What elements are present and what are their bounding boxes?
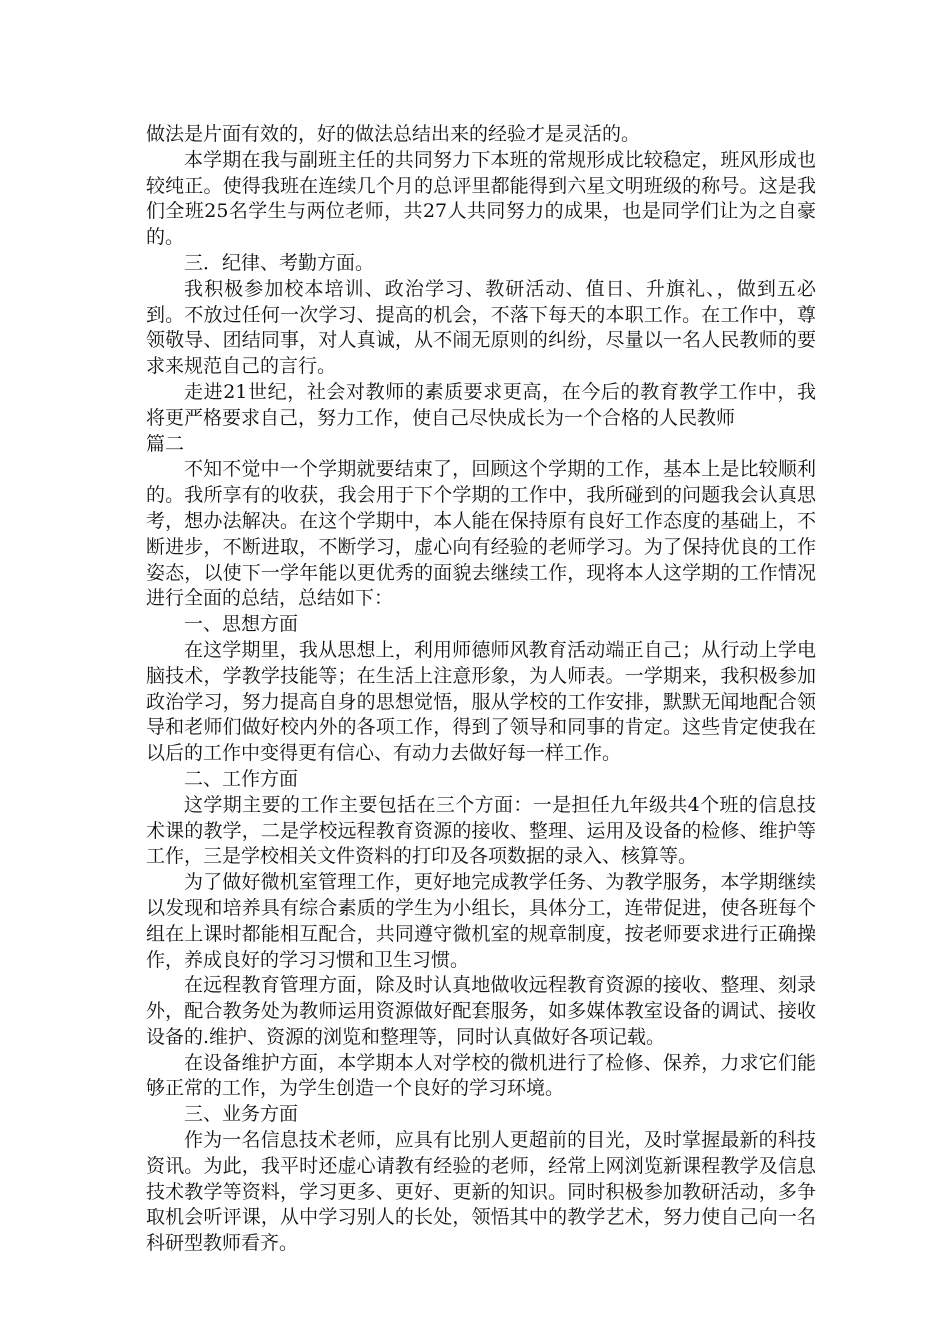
paragraph-future: 走进21世纪，社会对教师的素质要求更高，在今后的教育教学工作中，我将更严格要求自己，努力工作，使自己尽快成长为一个合格的人民教师 bbox=[146, 380, 816, 429]
paragraph-computer-room: 为了做好微机室管理工作，更好地完成教学任务、为教学服务，本学期继续以发现和培养具有综合素质的学生为小组长，具体分工，连带促进，使各班每个组在上课时都能相互配合，共同遵守微机室的规章制度，按老师要求进行正确操作，养成良好的学习习惯和卫生习惯。 bbox=[146, 871, 816, 971]
paragraph-continuation: 做法是片面有效的，好的做法总结出来的经验才是灵活的。 bbox=[146, 123, 641, 145]
heading-business: 三、业务方面 bbox=[184, 1103, 299, 1126]
heading-discipline: 三．纪律、考勤方面。 bbox=[184, 251, 375, 274]
paragraph-work-overview: 这学期主要的工作主要包括在三个方面：一是担任九年级共4个班的信息技术课的教学，二是学校远程教育资源的接收、整理、运用及设备的检修、维护等工作，三是学校相关文件资料的打印及各项数据的录入、核算等。 bbox=[146, 793, 816, 868]
paragraph-thought: 在这学期里，我从思想上，利用师德师风教育活动端正自己；从行动上学电脑技术，学教学技能等；在生活上注意形象，为人师表。一学期来，我积极参加政治学习，努力提高自身的思想觉悟，服从学校的工作安排，默默无闻地配合领导和老师们做好校内外的各项工作，得到了领导和同事的肯定。这些肯定使我在以后的工作中变得更有信心、有动力去做好每一样工作。 bbox=[146, 638, 816, 765]
paragraph-discipline: 我积极参加校本培训、政治学习、教研活动、值日、升旗礼、，做到五必到。不放过任何一次学习、提高的机会，不落下每天的本职工作。在工作中，尊领敬导、团结同事，对人真诚，从不闹无原则的纠纷，尽量以一名人民教师的要求来规范自己的言行。 bbox=[146, 277, 816, 378]
paragraph-class-results: 本学期在我与副班主任的共同努力下本班的常规形成比较稳定，班风形成也较纯正。使得我班在连续几个月的总评里都能得到六星文明班级的称号。这是我们全班25名学生与两位老师，共27人共同努力的成果，也是同学们让为之自豪的。 bbox=[146, 148, 816, 249]
paragraph-remote-education: 在远程教育管理方面，除及时认真地做收远程教育资源的接收、整理、刻录外，配合教务处为教师运用资源做好配套服务，如多媒体教室设备的调试、接收设备的.维护、资源的浏览和整理等，同时认真做好各项记载。 bbox=[146, 974, 816, 1048]
paragraph-equipment: 在设备维护方面，本学期本人对学校的微机进行了检修、保养，力求它们能够正常的工作，为学生创造一个良好的学习环境。 bbox=[146, 1051, 816, 1100]
document-body bbox=[146, 122, 816, 1257]
section-title-part-two: 篇二 bbox=[146, 432, 185, 455]
heading-work: 二、工作方面 bbox=[184, 767, 299, 790]
heading-thought: 一、思想方面 bbox=[184, 613, 299, 636]
paragraph-business: 作为一名信息技术老师，应具有比别人更超前的目光，及时掌握最新的科技资讯。为此，我平时还虚心请教有经验的老师，经常上网浏览新课程教学及信息技术教学等资料，学习更多、更好、更新的知识。同时积极参加教研活动，多争取机会听评课，从中学习别人的长处，领悟其中的教学艺术，努力使自己向一名科研型教师看齐。 bbox=[146, 1129, 816, 1255]
paragraph-intro: 不知不觉中一个学期就要结束了，回顾这个学期的工作，基本上是比较顺利的。我所享有的收获，我会用于下个学期的工作中，我所碰到的问题我会认真思考，想办法解决。在这个学期中，本人能在保持原有良好工作态度的基础上，不断进步，不断进取，不断学习，虚心向有经验的老师学习。为了保持优良的工作姿态，以使下一学年能以更优秀的面貌去继续工作，现将本人这学期的工作情况进行全面的总结，总结如下： bbox=[146, 458, 816, 610]
